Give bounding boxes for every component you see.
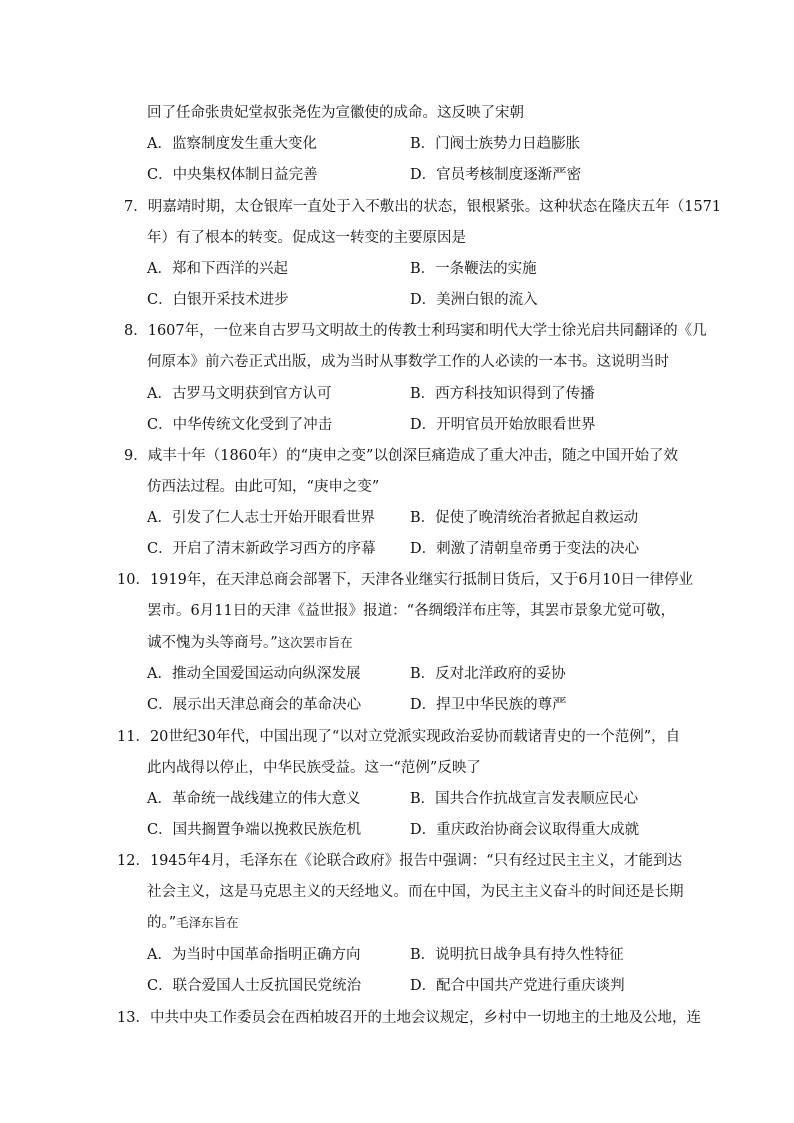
q10-stem-line3: [147, 633, 353, 653]
q6-option-b: B．门阀士族势力日趋膨胀: [410, 136, 581, 152]
q8-option-d: D．开明官员开始放眼看世界: [410, 417, 596, 433]
q8-stem-line1: 8．1607年，一位来自古罗马文明故土的传教士利玛窦和明代大学士徐光启共同翻译的《几: [124, 323, 707, 339]
q6-option-d: D．官员考核制度逐渐严密: [410, 167, 582, 183]
q9-stem-line1: 9．咸丰十年（1860年）的“庚申之变”以创深巨痛造成了重大冲击，随之中国开始了效: [124, 448, 678, 464]
q7-option-b: B．一条鞭法的实施: [410, 261, 537, 277]
q8-stem-line2: 何原本》前六卷正式出版，成为当时从事数学工作的人必读的一本书。这说明当时: [147, 354, 669, 370]
q10-quote-end: 诚不愧为头等商号。”: [147, 635, 278, 651]
q7-option-d: D．美洲白银的流入: [410, 292, 538, 308]
q10-stem-line2: 罢市。6月11日的天津《益世报》报道：“各绸缎洋布庄等，其罢市景象尤觉可敬，: [147, 603, 676, 619]
q8-option-b: B．西方科技知识得到了传播: [410, 386, 595, 402]
q9-option-b: B．促使了晚清统治者掀起自救运动: [410, 510, 639, 526]
q9-stem-line2: 仿西法过程。由此可知，“庚申之变”: [147, 479, 380, 495]
q8-option-c: C．中华传统文化受到了冲击: [147, 417, 333, 433]
q9-option-c: C．开启了清末新政学习西方的序幕: [147, 541, 376, 557]
q10-option-c: C．展示出天津总商会的革命决心: [147, 697, 362, 713]
q6-option-a: A．监察制度发生重大变化: [147, 136, 317, 152]
q10-option-d: D．捍卫中华民族的尊严: [410, 697, 567, 713]
q12-quote-end: 的。”: [147, 915, 177, 931]
q6-option-c: C．中央集权体制日益完善: [147, 167, 318, 183]
q10-option-a: A．推动全国爱国运动向纵深发展: [147, 666, 361, 682]
q12-option-c: C．联合爱国人士反抗国民党统治: [147, 978, 362, 994]
q11-option-d: D．重庆政治协商会议取得重大成就: [410, 822, 640, 838]
q10-question-tail: 这次罢市旨在: [277, 635, 353, 650]
q12-option-d: D．配合中国共产党进行重庆谈判: [410, 978, 625, 994]
q10-option-b: B．反对北洋政府的妥协: [410, 666, 566, 682]
q11-option-a: A．革命统一战线建立的伟大意义: [147, 791, 361, 807]
q11-stem-line2: 此内战得以停止，中华民族受益。这一“范例”反映了: [147, 760, 481, 776]
q12-stem-line1: 12．1945年4月，毛泽东在《论联合政府》报告中强调：“只有经过民主主义，才能到达: [117, 853, 682, 869]
q11-stem-line1: 11．20世纪30年代，中国出现了“以对立党派实现政治妥协而载诸青史的一个范例”，自: [117, 729, 681, 745]
q12-stem-line3: [147, 913, 239, 933]
q6-stem-continuation: 回了任命张贵妃堂叔张尧佐为宣徽使的成命。这反映了宋朝: [147, 105, 524, 121]
q11-option-b: B．国共合作抗战宣言发表顺应民心: [410, 791, 639, 807]
q7-stem-line2: 年）有了根本的转变。促成这一转变的主要原因是: [147, 230, 466, 246]
q10-stem-line1: 10．1919年，在天津总商会部署下，天津各业继实行抵制日货后，又于6月10日一律停业: [117, 572, 694, 588]
q9-option-a: A．引发了仁人志士开始开眼看世界: [147, 510, 375, 526]
q8-option-a: A．古罗马文明获到官方认可: [147, 386, 332, 402]
q12-option-b: B．说明抗日战争具有持久性特征: [410, 947, 624, 963]
q7-option-a: A．郑和下西洋的兴起: [147, 261, 288, 277]
q12-stem-line2: 社会主义，这是马克思主义的天经地义。而在中国，为民主主义奋斗的时间还是长期: [147, 884, 684, 900]
q11-option-c: C．国共搁置争端以挽救民族危机: [147, 822, 362, 838]
q9-option-d: D．刺激了清朝皇帝勇于变法的决心: [410, 541, 640, 557]
q7-option-c: C．白银开采技术进步: [147, 292, 289, 308]
q7-stem-line1: 7．明嘉靖时期，太仓银库一直处于入不敷出的状态，银根紧张。这种状态在隆庆五年（1571: [124, 199, 722, 215]
q12-option-a: A．为当时中国革命指明正确方向: [147, 947, 361, 963]
q12-question-tail: 毛泽东旨在: [176, 915, 239, 930]
q13-stem-line1: 13．中共中央工作委员会在西柏坡召开的土地会议规定，乡村中一切地主的土地及公地，连: [117, 1010, 701, 1026]
